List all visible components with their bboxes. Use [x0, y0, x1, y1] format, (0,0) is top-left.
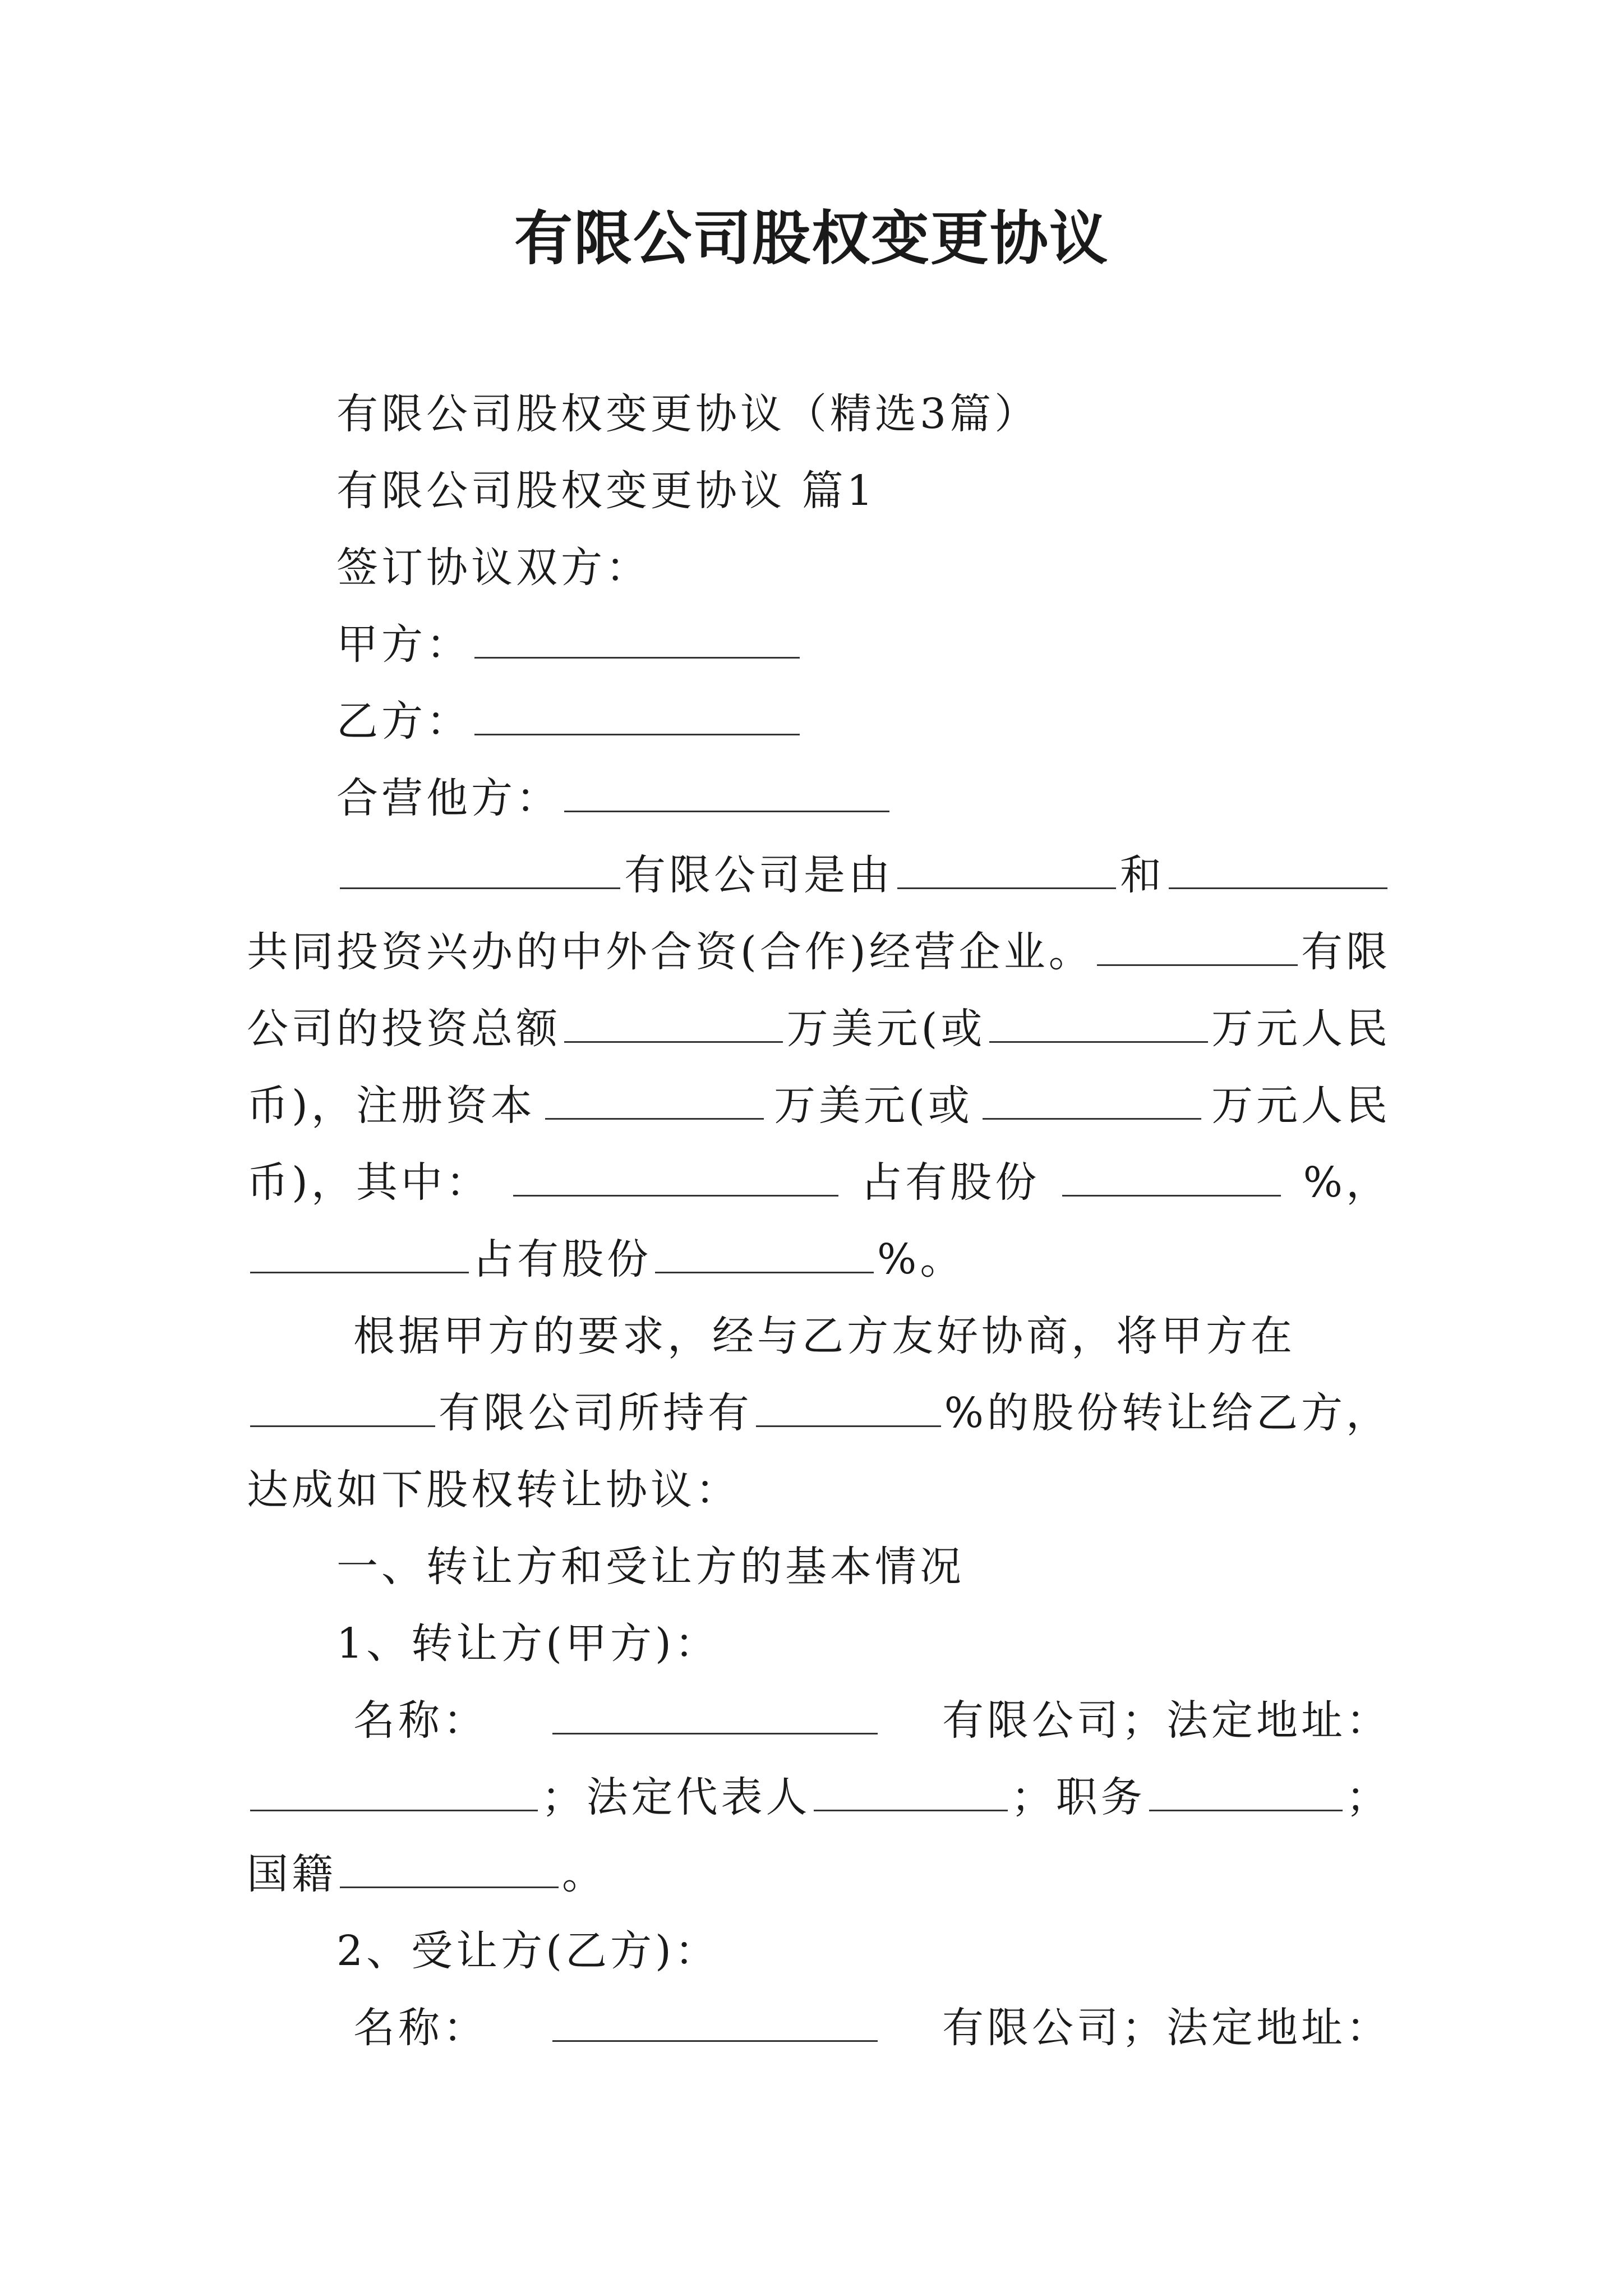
p2-text-3: %的股份转让给乙方， [944, 1389, 1391, 1437]
p1-text-5: 公司的投资总额 [247, 1005, 561, 1053]
party-other-label: 合营他方： [336, 774, 561, 822]
transfer-company-blank [250, 1386, 435, 1427]
shareholder-1-blank [513, 1156, 838, 1197]
p1-text-8: 币)，注册资本 [247, 1082, 536, 1130]
p1-text-6: 万美元(或 [786, 1005, 986, 1053]
section-1-heading: 一、转让方和受让方的基本情况 [336, 1543, 965, 1591]
shareholder-2-blank [250, 1232, 469, 1273]
p2-line-3: 达成如下股权转让协议： [247, 1466, 740, 1514]
transferor-end-period: 。 [562, 1850, 607, 1898]
transferor-nationality-blank [340, 1847, 559, 1888]
p2-line-1 [247, 1298, 1391, 1375]
p2-text-1: 根据甲方的要求，经与乙方友好协商，将甲方在 [353, 1312, 1295, 1360]
p1-text-10: 万元人民 [1211, 1082, 1391, 1130]
transferee-heading: 2、受让方(乙方)： [336, 1927, 720, 1975]
subtitle: 有限公司股权变更协议（精选3篇） [336, 390, 1040, 438]
transferor-rep-blank [814, 1770, 1007, 1811]
party-b-blank [474, 694, 800, 735]
p1-line-6 [247, 1221, 1391, 1298]
share-percent-2-blank [655, 1232, 874, 1273]
p1-line-4 [247, 1068, 1391, 1144]
transfer-percent-blank [756, 1386, 941, 1427]
part-heading: 有限公司股权变更协议 篇1 [336, 467, 877, 515]
party-other-line [247, 760, 1391, 837]
share-percent-1-blank [1062, 1156, 1281, 1197]
parties-heading: 签订协议双方： [336, 544, 651, 592]
party-a-line [247, 606, 1391, 683]
p2-text-2: 有限公司所持有 [438, 1389, 753, 1437]
investor-2-blank [1169, 848, 1387, 889]
document-title: 有限公司股权变更协议 [514, 204, 1109, 273]
p1-text-3: 共同投资兴办的中外合资(合作)经营企业。 [247, 928, 1094, 976]
p1-line-3 [247, 991, 1391, 1068]
p1-text-7: 万元人民 [1211, 1005, 1391, 1053]
party-other-blank [564, 771, 889, 812]
transferor-line-2 [247, 1759, 1391, 1836]
transferor-name-blank [552, 1694, 878, 1734]
p2-line-2 [247, 1375, 1391, 1452]
company-name-blank-2 [1097, 925, 1298, 966]
p1-line-2 [247, 914, 1391, 991]
transferor-line-1 [247, 1682, 1391, 1759]
document-body [247, 376, 1391, 2067]
transferor-company-suffix: 有限公司；法定地址： [942, 1696, 1391, 1745]
p1-text-2: 和 [1120, 851, 1165, 899]
p1-text-15: %。 [877, 1235, 965, 1283]
p1-text-13: %， [1303, 1158, 1391, 1207]
party-a-label: 甲方： [336, 620, 471, 669]
transferee-company-suffix: 有限公司；法定地址： [942, 2004, 1391, 2052]
total-investment-usd-blank [564, 1002, 783, 1043]
transferor-heading: 1、转让方(甲方)： [336, 1619, 720, 1668]
transferor-line-3 [247, 1836, 1391, 1913]
transferor-position-blank [1149, 1770, 1343, 1811]
total-investment-rmb-blank [989, 1002, 1208, 1043]
p1-line-5 [247, 1144, 1391, 1221]
transferee-name-label: 名称： [353, 2004, 488, 2052]
p1-text-14: 占有股份 [472, 1235, 652, 1283]
party-b-label: 乙方： [336, 697, 471, 746]
transferor-address-blank [250, 1770, 538, 1811]
transferee-name-blank [552, 2001, 878, 2042]
transferor-rep-label: ；法定代表人 [541, 1773, 811, 1821]
p1-text-1: 有限公司是由 [624, 851, 893, 899]
p1-line-1 [247, 837, 1391, 914]
company-name-blank [340, 848, 620, 889]
transferor-end-semicolon: ； [1346, 1773, 1391, 1821]
party-b-line [247, 683, 1391, 760]
party-a-blank [474, 618, 800, 659]
p1-text-4: 有限 [1301, 928, 1391, 976]
p1-text-9: 万美元(或 [774, 1082, 973, 1130]
p1-text-12: 占有股份 [860, 1158, 1040, 1207]
transferor-name-label: 名称： [353, 1696, 488, 1745]
transferee-line-1 [247, 1990, 1391, 2067]
p1-text-11: 币)，其中： [247, 1158, 491, 1207]
investor-1-blank [897, 848, 1116, 889]
transferor-position-label: ；职务 [1011, 1773, 1146, 1821]
transferor-nationality-label: 国籍 [247, 1850, 336, 1898]
registered-capital-usd-blank [545, 1079, 764, 1120]
registered-capital-rmb-blank [983, 1079, 1201, 1120]
